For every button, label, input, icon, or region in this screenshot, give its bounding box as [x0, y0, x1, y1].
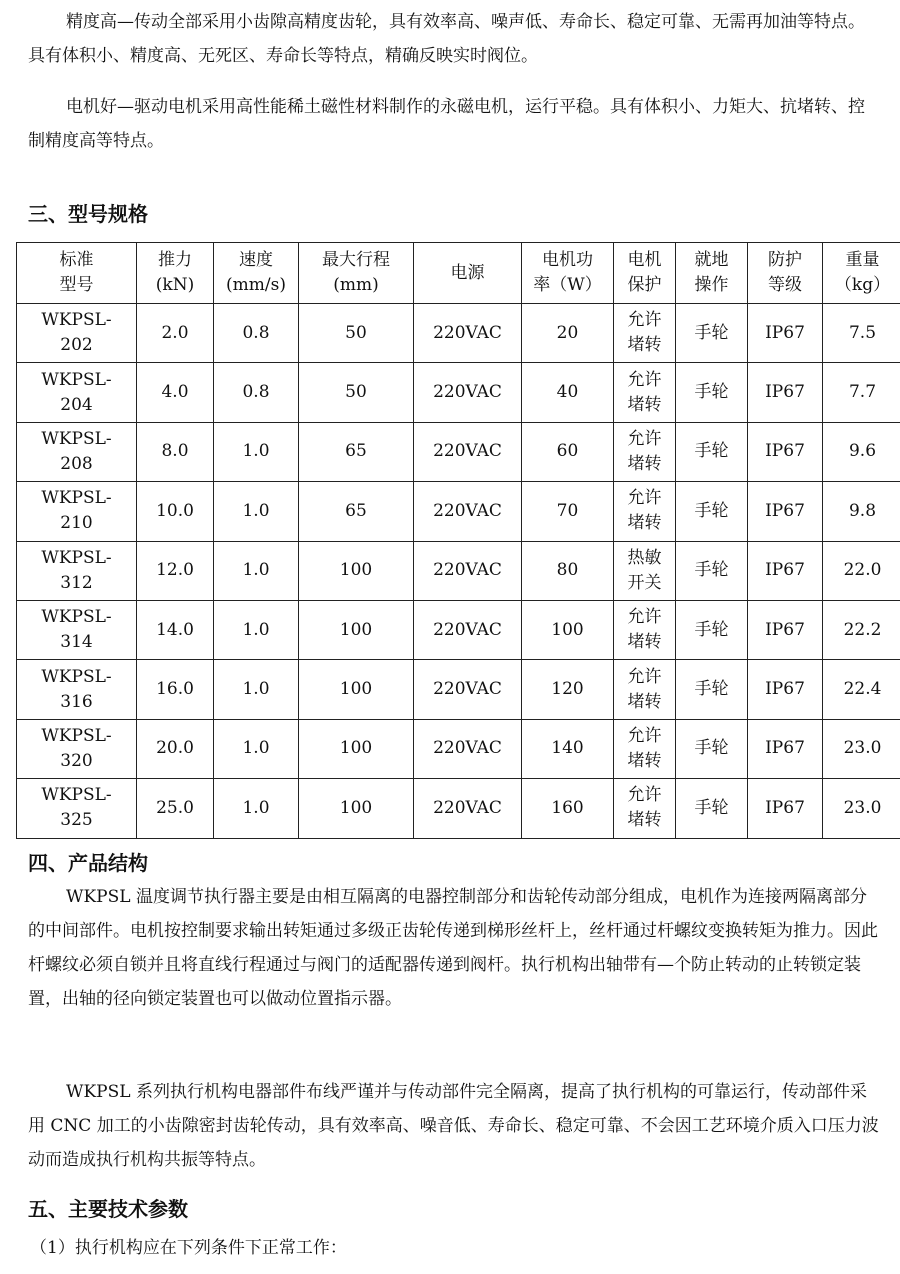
- cell-power: 220VAC: [414, 600, 522, 659]
- cell-ip: IP67: [748, 482, 823, 541]
- cell-line: 202: [60, 335, 93, 356]
- cell-stroke: 50: [299, 304, 414, 363]
- table-header-row: [17, 243, 900, 304]
- header-label: 推力: [158, 250, 192, 270]
- cell-line: 允许: [627, 785, 662, 806]
- header-label: 最大行程: [322, 250, 390, 270]
- cell-speed: 1.0: [214, 600, 299, 659]
- cell-speed: 1.0: [214, 541, 299, 600]
- cell-weight: 7.5: [823, 304, 900, 363]
- table-row: [17, 600, 900, 659]
- cell-stroke: 100: [299, 600, 414, 659]
- cell-line: 312: [60, 572, 93, 593]
- header-thrust: [137, 243, 214, 304]
- cell-line: 堵转: [627, 691, 662, 712]
- cell-stroke: 100: [299, 719, 414, 778]
- cell-speed: 0.8: [214, 304, 299, 363]
- cell-power: 220VAC: [414, 363, 522, 422]
- tech-param-item-1: （1）执行机构应在下列条件下正常工作：: [30, 1238, 347, 1258]
- section-heading-tech-params: 五、主要技术参数: [28, 1197, 188, 1221]
- cell-manual: 手轮: [676, 719, 748, 778]
- header-label: 操作: [694, 275, 729, 295]
- cell-line: WKPSL-: [41, 428, 112, 449]
- table-row: [17, 660, 900, 719]
- table-row: [17, 304, 900, 363]
- cell-motor-w: 80: [522, 541, 614, 600]
- header-label: 防护: [768, 250, 802, 270]
- cell-protect: [614, 541, 676, 600]
- cell-stroke: 65: [299, 422, 414, 481]
- cell-line: 堵转: [627, 394, 662, 415]
- cell-line: WKPSL-: [41, 666, 112, 687]
- cell-manual: 手轮: [676, 363, 748, 422]
- cell-manual: 手轮: [676, 304, 748, 363]
- cell-speed: 1.0: [214, 719, 299, 778]
- cell-model: [17, 304, 137, 363]
- table-body: [17, 304, 900, 839]
- cell-weight: 23.0: [823, 719, 900, 778]
- header-manual-operation: [676, 243, 748, 304]
- cell-protect: [614, 719, 676, 778]
- cell-model: [17, 363, 137, 422]
- cell-motor-w: 20: [522, 304, 614, 363]
- cell-line: 堵转: [627, 810, 662, 831]
- cell-stroke: 100: [299, 541, 414, 600]
- cell-protect: [614, 779, 676, 838]
- cell-line: 316: [60, 691, 93, 712]
- cell-line: 允许: [627, 488, 662, 509]
- cell-thrust: 2.0: [137, 304, 214, 363]
- table-row: [17, 541, 900, 600]
- cell-model: [17, 719, 137, 778]
- header-protection-class: [748, 243, 823, 304]
- cell-line: 325: [60, 810, 93, 831]
- cell-line: 堵转: [627, 453, 662, 474]
- header-label: 速度: [239, 250, 273, 270]
- cell-model: [17, 779, 137, 838]
- cell-thrust: 20.0: [137, 719, 214, 778]
- cell-manual: 手轮: [676, 660, 748, 719]
- cell-ip: IP67: [748, 363, 823, 422]
- cell-ip: IP67: [748, 304, 823, 363]
- cell-power: 220VAC: [414, 482, 522, 541]
- cell-power: 220VAC: [414, 660, 522, 719]
- cell-stroke: 100: [299, 779, 414, 838]
- table-row: [17, 779, 900, 838]
- cell-line: 314: [60, 632, 93, 653]
- header-label: 型号: [59, 275, 94, 295]
- cell-model: [17, 600, 137, 659]
- cell-line: 允许: [627, 725, 662, 746]
- cell-speed: 1.0: [214, 482, 299, 541]
- header-motor-power: [522, 243, 614, 304]
- cell-weight: 9.8: [823, 482, 900, 541]
- table-row: [17, 422, 900, 481]
- cell-power: 220VAC: [414, 422, 522, 481]
- cell-power: 220VAC: [414, 304, 522, 363]
- cell-line: 允许: [627, 428, 662, 449]
- cell-line: WKPSL-: [41, 310, 112, 331]
- cell-ip: IP67: [748, 779, 823, 838]
- header-label: 电机功: [542, 250, 593, 270]
- cell-weight: 22.4: [823, 660, 900, 719]
- cell-thrust: 16.0: [137, 660, 214, 719]
- cell-speed: 1.0: [214, 422, 299, 481]
- section-heading-structure: 四、产品结构: [28, 851, 148, 875]
- cell-weight: 22.2: [823, 600, 900, 659]
- cell-manual: 手轮: [676, 541, 748, 600]
- cell-stroke: 50: [299, 363, 414, 422]
- header-label: （kg）: [834, 275, 891, 295]
- cell-line: 堵转: [627, 335, 662, 356]
- cell-line: 208: [60, 453, 93, 474]
- cell-thrust: 4.0: [137, 363, 214, 422]
- header-model: [17, 243, 137, 304]
- cell-weight: 9.6: [823, 422, 900, 481]
- cell-thrust: 10.0: [137, 482, 214, 541]
- cell-model: [17, 482, 137, 541]
- cell-motor-w: 140: [522, 719, 614, 778]
- cell-power: 220VAC: [414, 719, 522, 778]
- cell-motor-w: 100: [522, 600, 614, 659]
- cell-line: 允许: [627, 310, 662, 331]
- header-label: (mm/s): [226, 275, 286, 295]
- cell-motor-w: 120: [522, 660, 614, 719]
- cell-line: 堵转: [627, 632, 662, 653]
- cell-model: [17, 660, 137, 719]
- cell-weight: 23.0: [823, 779, 900, 838]
- cell-ip: IP67: [748, 541, 823, 600]
- spec-table: [16, 242, 900, 839]
- header-label: 保护: [627, 275, 662, 295]
- header-label: (kN): [155, 275, 195, 295]
- header-power: [414, 243, 522, 304]
- cell-protect: [614, 422, 676, 481]
- header-label: (mm): [333, 275, 379, 295]
- cell-speed: 1.0: [214, 779, 299, 838]
- header-label: 电机: [627, 250, 662, 270]
- intro-paragraph-motor: 电机好—驱动电机采用高性能稀土磁性材料制作的永磁电机，运行平稳。具有体积小、力矩大、抗堵转、控制精度高等特点。: [28, 97, 865, 151]
- cell-thrust: 8.0: [137, 422, 214, 481]
- header-label: 就地: [694, 250, 729, 270]
- cell-thrust: 25.0: [137, 779, 214, 838]
- cell-manual: 手轮: [676, 422, 748, 481]
- cell-line: 堵转: [627, 513, 662, 534]
- table-row: [17, 719, 900, 778]
- structure-paragraph-1: WKPSL 温度调节执行器主要是由相互隔离的电器控制部分和齿轮传动部分组成，电机作为连接两隔离部分的中间部件。电机按控制要求输出转矩通过多级正齿轮传递到梯形丝杆上，丝杆通过杆螺纹变换转矩为推力。因此杆螺纹必须自锁并且将直线行程通过与阀门的适配器传递到阀杆。执行机构出轴带有—个防止转动的止转锁定装置，出轴的径向锁定装置也可以做动位置指示器。: [28, 887, 878, 1009]
- header-motor-protect: [614, 243, 676, 304]
- cell-protect: [614, 660, 676, 719]
- header-weight: [823, 243, 900, 304]
- section-heading-models: 三、型号规格: [28, 202, 148, 226]
- header-speed: [214, 243, 299, 304]
- cell-protect: [614, 482, 676, 541]
- cell-weight: 22.0: [823, 541, 900, 600]
- cell-manual: 手轮: [676, 482, 748, 541]
- cell-line: WKPSL-: [41, 725, 112, 746]
- cell-motor-w: 40: [522, 363, 614, 422]
- cell-line: 开关: [627, 572, 662, 593]
- cell-ip: IP67: [748, 600, 823, 659]
- cell-line: 热敏: [627, 547, 662, 568]
- cell-manual: 手轮: [676, 600, 748, 659]
- header-label: 标准: [59, 250, 94, 270]
- header-stroke: [299, 243, 414, 304]
- structure-paragraph-2: WKPSL 系列执行机构电器部件布线严谨并与传动部件完全隔离，提高了执行机构的可靠运行，传动部件采用 CNC 加工的小齿隙密封齿轮传动，具有效率高、噪音低、寿命长、稳定可靠、不会因工艺环境介质入口压力波动而造成执行机构共振等特点。: [28, 1082, 879, 1170]
- cell-line: 204: [60, 394, 93, 415]
- cell-ip: IP67: [748, 660, 823, 719]
- cell-motor-w: 70: [522, 482, 614, 541]
- table-row: [17, 363, 900, 422]
- cell-line: 允许: [627, 369, 662, 390]
- header-label: 率（W）: [533, 275, 602, 295]
- header-label: 重量: [845, 250, 880, 270]
- cell-line: WKPSL-: [41, 547, 112, 568]
- cell-line: 堵转: [627, 750, 662, 771]
- cell-stroke: 65: [299, 482, 414, 541]
- table-row: [17, 482, 900, 541]
- cell-line: 210: [60, 513, 93, 534]
- cell-protect: [614, 363, 676, 422]
- cell-thrust: 12.0: [137, 541, 214, 600]
- cell-line: WKPSL-: [41, 607, 112, 628]
- cell-model: [17, 541, 137, 600]
- cell-thrust: 14.0: [137, 600, 214, 659]
- cell-power: 220VAC: [414, 541, 522, 600]
- cell-model: [17, 422, 137, 481]
- header-label: 等级: [768, 275, 802, 295]
- cell-ip: IP67: [748, 719, 823, 778]
- cell-motor-w: 60: [522, 422, 614, 481]
- cell-speed: 0.8: [214, 363, 299, 422]
- cell-protect: [614, 304, 676, 363]
- cell-ip: IP67: [748, 422, 823, 481]
- cell-motor-w: 160: [522, 779, 614, 838]
- cell-line: 320: [60, 750, 93, 771]
- cell-line: 允许: [627, 607, 662, 628]
- cell-line: 允许: [627, 666, 662, 687]
- cell-line: WKPSL-: [41, 785, 112, 806]
- cell-stroke: 100: [299, 660, 414, 719]
- cell-weight: 7.7: [823, 363, 900, 422]
- cell-line: WKPSL-: [41, 369, 112, 390]
- header-label: 电源: [450, 262, 485, 283]
- cell-line: WKPSL-: [41, 488, 112, 509]
- cell-protect: [614, 600, 676, 659]
- intro-paragraph-precision: 精度高—传动全部采用小齿隙高精度齿轮，具有效率高、噪声低、寿命长、稳定可靠、无需再加油等特点。具有体积小、精度高、无死区、寿命长等特点，精确反映实时阀位。: [28, 12, 865, 66]
- cell-power: 220VAC: [414, 779, 522, 838]
- cell-manual: 手轮: [676, 779, 748, 838]
- cell-speed: 1.0: [214, 660, 299, 719]
